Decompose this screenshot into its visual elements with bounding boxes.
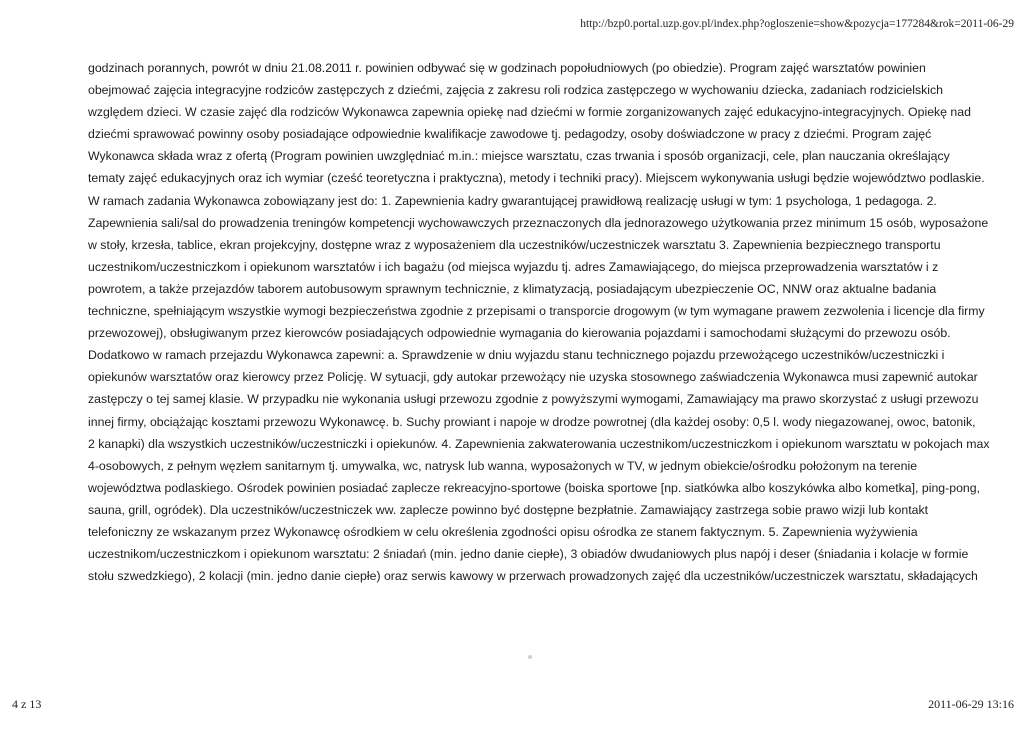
text-line: powrotem, a także przejazdów taborem autobusowym sprawnym technicznie, z klimatyzacją, posiadającym ubezpieczenie OC, NNW oraz aktualne badania bbox=[88, 281, 937, 296]
text-line: tematy zajęć edukacyjnych oraz ich wymiar (cześć teoretyczna i praktyczna), metody i techniki pracy). Miejscem wykonywania usługi będzie województwo podlaskie. bbox=[88, 171, 985, 186]
text-line: dziećmi sprawować powinny osoby posiadające odpowiednie kwalifikacje zawodowe tj. pedagodzy, osoby doświadczone w pracy z dziećmi. Program zajęć bbox=[88, 127, 932, 142]
text-line: uczestnikom/uczestniczkom i opiekunom warsztatów i ich bagażu (od miejsca wyjazdu tj. adres Zamawiającego, do miejsca przeprowadzenia warsztatów i z bbox=[88, 259, 939, 274]
scan-speck bbox=[528, 655, 532, 659]
page-url-header: http://bzp0.portal.uzp.gov.pl/index.php?ogloszenie=show&pozycja=177284&rok=2011-06-29 bbox=[580, 18, 1014, 30]
text-line: 2 kanapki) dla wszystkich uczestników/uczestniczki i opiekunów. 4. Zapewnienia zakwaterowania uczestnikom/uczestniczkom i opiekunom warsztatu w pokojach max bbox=[88, 436, 990, 451]
text-line: telefoniczny ze wskazanym przez Wykonawcę ośrodkiem w celu określenia zgodności opisu ośrodka ze stanem faktycznym. 5. Zapewnienia wyżywienia bbox=[88, 524, 918, 539]
text-line: 4-osobowych, z pełnym węzłem sanitarnym tj. umywalka, wc, natrysk lub wanna, wyposażonych w TV, w jednym obiekcie/ośrodku położonym na terenie bbox=[88, 458, 918, 473]
text-line: względem dzieci. W czasie zajęć dla rodziców Wykonawca zapewnia opiekę nad dziećmi w formie zorganizowanych zajęć edukacyjno-integracyjnych. Opiekę nad bbox=[88, 105, 971, 120]
page-indicator: 4 z 13 bbox=[12, 697, 42, 711]
text-line: Zapewnienia sali/sal do prowadzenia treningów kompetencji wychowawczych przeznaczonych dla jednorazowego użytkowania przez minimum 15 osób, wyposażone bbox=[88, 215, 989, 230]
text-line: stołu szwedzkiego), 2 kolacji (min. jedno danie ciepłe) oraz serwis kawowy w przerwach prowadzonych zajęć dla uczestników/uczestniczek warsztatu, składających bbox=[88, 569, 978, 584]
print-datetime: 2011-06-29 13:16 bbox=[928, 697, 1014, 711]
text-line: uczestnikom/uczestniczkom i opiekunom warsztatu: 2 śniadań (min. jedno danie ciepłe), 3 obiadów dwudaniowych plus napój i deser (śniadania i kolacje w formie bbox=[88, 547, 969, 562]
text-line: przewozowej), obsługiwanym przez kierowców posiadających odpowiednie wymagania do kierowania pojazdami i samochodami służącymi do przewozu osób. bbox=[88, 326, 951, 341]
text-line: zastępczy o tej samej klasie. W przypadku nie wykonania usługi przewozu zgodnie z powyższymi wymogami, Zamawiający ma prawo skorzystać z usługi przewozu bbox=[88, 392, 979, 407]
text-line: godzinach porannych, powrót w dniu 21.08.2011 r. powinien odbywać się w godzinach popołudniowych (po obiedzie). Program zajęć warsztatów powinien bbox=[88, 61, 926, 75]
text-line: województwa podlaskiego. Ośrodek powinien posiadać zaplecze rekreacyjno-sportowe (boiska sportowe [np. siatkówka albo koszykówka albo kometka], ping-pong, bbox=[88, 480, 980, 495]
text-line: sauna, grill, ogródek). Dla uczestników/uczestniczek ww. zaplecze powinno być dostępne bezpłatnie. Zamawiający zastrzega sobie prawo wizji lub kontakt bbox=[88, 502, 929, 517]
text-line: opiekunów warsztatów oraz kierowcy przez Policję. W sytuacji, gdy autokar przewożący nie uzyska stosownego zaświadczenia Wykonawca musi zapewnić autokar bbox=[88, 370, 978, 385]
text-line: techniczne, spełniającym wszystkie wymogi bezpieczeństwa zgodnie z przepisami o transporcie drogowym (w tym wymagane prawem zezwolenia i licencje dla firmy bbox=[88, 304, 985, 319]
text-line: innej firmy, obciążając kosztami przewozu Wykonawcę. b. Suchy prowiant i napoje w drodze powrotnej (dla każdej osoby: 0,5 l. wody niegazowanej, owoc, batonik, bbox=[88, 414, 976, 429]
text-line: Wykonawca składa wraz z ofertą (Program powinien uwzględniać m.in.: miejsce warsztatu, czas trwania i sposób organizacji, cele, plan nauczania określający bbox=[88, 149, 950, 164]
document-body bbox=[88, 57, 990, 587]
text-line: obejmować zajęcia integracyjne rodziców zastępczych z dziećmi, zajęcia z zakresu roli rodzica zastępczego w wychowaniu dziecka, zadaniach rodzicielskich bbox=[88, 83, 944, 98]
text-line: Dodatkowo w ramach przejazdu Wykonawca zapewni: a. Sprawdzenie w dniu wyjazdu stanu technicznego pojazdu przewożącego uczestników/uczestniczki i bbox=[88, 348, 945, 363]
text-line: W ramach zadania Wykonawca zobowiązany jest do: 1. Zapewnienia kadry gwarantującej prawidłową realizację usługi w tym: 1 psychologa, 1 pedagoga. 2. bbox=[88, 193, 937, 208]
text-line: w stoły, krzesła, tablice, ekran projekcyjny, dostępne wraz z wyposażeniem dla uczestników/uczestniczek warsztatu 3. Zapewnienia bezpiecznego transportu bbox=[88, 237, 941, 252]
